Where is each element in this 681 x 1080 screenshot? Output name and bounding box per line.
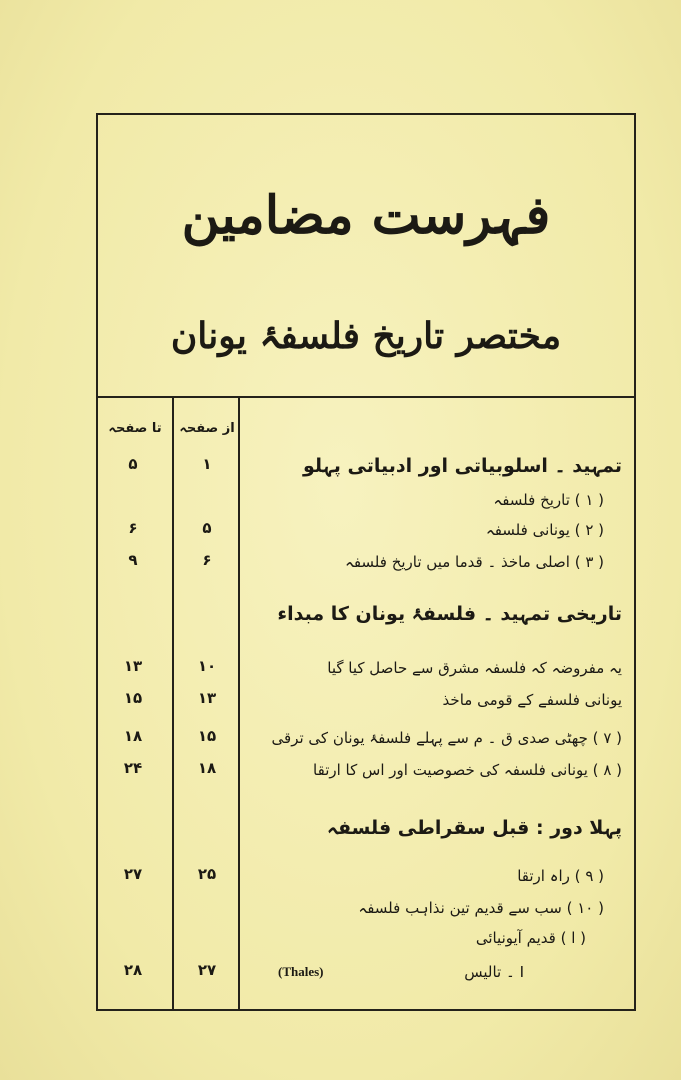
toc-entry: ( ۷ ) چھٹی صدی ق ۔ م سے پہلے فلسفۂ یونان کی ترقی <box>271 729 622 747</box>
to-page: ۱۳ <box>123 657 143 675</box>
toc-entry: ( ۲ ) یونانی فلسفہ <box>485 521 604 539</box>
to-page: ۱۵ <box>123 689 143 707</box>
toc-entry: ( ۸ ) یونانی فلسفہ کی خصوصیت اور اس کا ارتقا <box>313 761 622 779</box>
toc-row <box>98 723 634 753</box>
toc-subentry: I ۔ تالیس <box>464 963 524 981</box>
to-page: ۵ <box>128 455 138 473</box>
to-page: ۲۷ <box>123 865 143 883</box>
toc-row <box>98 547 634 577</box>
page-title: فہرست مضامین <box>181 185 551 246</box>
toc-entry: یہ مفروضہ کہ فلسفہ مشرق سے حاصل کیا گیا <box>327 659 622 677</box>
from-page: ۲۷ <box>197 961 217 979</box>
toc-row <box>98 923 634 953</box>
from-page: ۵ <box>202 519 212 537</box>
to-page: ۲۸ <box>123 961 143 979</box>
from-page: ۱۸ <box>197 759 217 777</box>
latin-name: (Thales) <box>278 964 324 979</box>
from-page: ۱۵ <box>197 727 217 745</box>
toc-entry: ( ۱ ) تاریخ فلسفہ <box>493 491 604 509</box>
toc-entry: ( ۳ ) اصلی ماخذ ۔ قدما میں تاریخ فلسفہ <box>345 553 604 571</box>
toc-row <box>98 957 634 987</box>
from-page: ۱۰ <box>197 657 217 675</box>
toc-entry: ( ۹ ) راہ ارتقا <box>517 867 604 885</box>
book-title: مختصر تاریخ فلسفۂ یونان <box>170 315 562 357</box>
toc-row <box>98 451 634 481</box>
from-page-header: از صفحہ <box>179 421 235 436</box>
from-page: ۲۵ <box>197 865 217 883</box>
to-page: ۱۸ <box>123 727 143 745</box>
toc-row <box>98 861 634 891</box>
to-page: ۲۴ <box>123 759 143 777</box>
contents-header <box>98 115 634 398</box>
toc-row <box>98 755 634 785</box>
section-heading: تاریخی تمہید ۔ فلسفۂ یونان کا مبداء <box>277 603 622 625</box>
to-page: ۹ <box>128 551 138 569</box>
toc-entry: یونانی فلسفے کے قومی ماخذ <box>442 691 622 709</box>
toc-subentry: ( ا ) قدیم آیونیائی <box>475 929 586 947</box>
toc-row <box>98 685 634 715</box>
toc-row <box>98 653 634 683</box>
from-page: ۶ <box>202 551 212 569</box>
from-page: ۱۳ <box>197 689 217 707</box>
from-page: ۱ <box>202 455 212 473</box>
contents-frame <box>96 113 636 1011</box>
to-page: ۶ <box>128 519 138 537</box>
toc-row <box>98 813 634 843</box>
toc-entry: ( ۱۰ ) سب سے قدیم تین نذاہب فلسفہ <box>358 899 604 917</box>
section-heading: پہلا دور : قبل سقراطی فلسفہ <box>326 817 622 839</box>
toc-row <box>98 893 634 923</box>
toc-row <box>98 599 634 629</box>
toc-row <box>98 485 634 515</box>
to-page-header: تا صفحہ <box>108 421 162 436</box>
section-heading: تمہید ۔ اسلوبیاتی اور ادبیاتی پہلو <box>302 455 622 477</box>
toc-row <box>98 515 634 545</box>
